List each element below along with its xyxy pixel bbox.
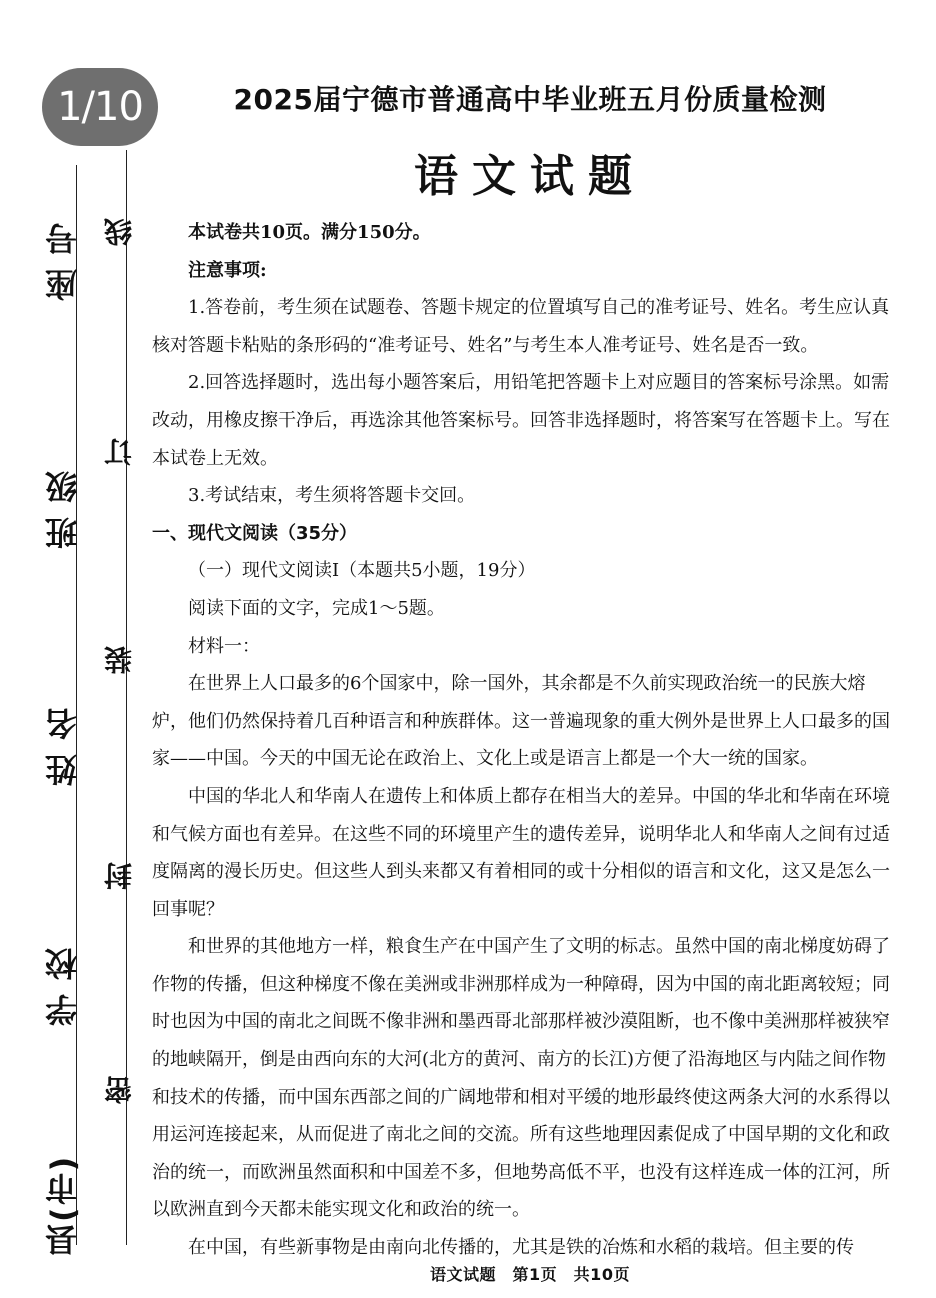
binding-mark-feng: 封 — [103, 862, 136, 890]
notice-item: 1.答卷前，考生须在试题卷、答题卡规定的位置填写自己的准考证号、姓名。考生应认真核对答题卡粘贴的条形码的“准考证号、姓名”与考生本人准考证号、姓名是否一致。 — [152, 297, 890, 356]
page-footer: 语文试题 第1页 共10页 — [430, 1265, 630, 1284]
material-paragraph: 和世界的其他地方一样，粮食生产在中国产生了文明的标志。虽然中国的南北梯度妨碍了作物的传播，但这种梯度不像在美洲或非洲那样成为一种障碍，因为中国的南北距离较短；同时也因为中国的南北之间既不像非洲和墨西哥北部那样被沙漠阻断，也不像中美洲那样被狭窄的地峡隔开，倒是由西向东的大河(北方的黄河、南方的长江)方便了沿海地区与内陆之间作物和技术的传播，而中国东西部之间的广阔地带和相对平缓的地形最终使这两条大河的水系得以用运河连接起来，从而促进了南北之间的交流。所有这些地理因素促成了中国早期的文化和政治的统一，而欧洲虽然面积和中国差不多，但地势高低不平，也没有这样连成一体的江河，所以欧洲直到今天都未能实现文化和政治的统一。 — [152, 936, 890, 1221]
exam-summary: 本试卷共10页。满分150分。 — [188, 222, 431, 243]
subject-title: 语文试题 — [414, 151, 646, 202]
exam-content — [152, 214, 900, 1267]
notice-item: 2.回答选择题时，选出每小题答案后，用铅笔把答题卡上对应题目的答案标号涂黑。如需改动，用橡皮擦干净后，再选涂其他答案标号。回答非选择题时，将答案写在答题卡上。写在本试卷上无效。 — [152, 372, 890, 469]
section-subheading: （一）现代文阅读Ⅰ（本题共5小题，19分） — [188, 560, 536, 582]
notice-heading: 注意事项: — [188, 259, 267, 281]
page-indicator-badge: 1/10 — [42, 68, 158, 146]
material-label: 材料一： — [188, 635, 260, 657]
material-paragraph: 在世界上人口最多的6个国家中，除一国外，其余都是不久前实现政治统一的民族大熔炉，他们仍然保持着几百种语言和种族群体。这一普遍现象的重大例外是世界上人口最多的国家——中国。今天的中国无论在政治上、文化上或是语言上都是一个大一统的国家。 — [152, 673, 890, 770]
seat-number-label: 座号 — [44, 209, 82, 301]
notice-item: 3.考试结束，考生须将答题卡交回。 — [188, 485, 476, 507]
binding-mark-xian: 线 — [103, 218, 136, 246]
material-paragraph: 在中国，有些新事物是由南向北传播的，尤其是铁的冶炼和水稻的栽培。但主要的传 — [188, 1237, 854, 1259]
section-heading: 一、现代文阅读（35分） — [152, 522, 358, 544]
reading-instruction: 阅读下面的文字，完成1～5题。 — [188, 597, 445, 619]
binding-mark-zhuang: 装 — [103, 646, 136, 674]
material-paragraph: 中国的华北人和华南人在遗传上和体质上都存在相当大的差异。中国的华北和华南在环境和气候方面也有差异。在这些不同的环境里产生的遗传差异，说明华北人和华南人之间有过适度隔离的漫长历史。但这些人到头来都又有着相同的或十分相似的语言和文化，这又是怎么一回事呢？ — [152, 785, 890, 920]
exam-title: 2025届宁德市普通高中毕业班五月份质量检测 — [233, 83, 827, 116]
name-label: 姓名 — [44, 694, 82, 786]
school-label: 学校 — [44, 934, 82, 1026]
class-label: 班级 — [44, 457, 82, 549]
binding-mark-ding: 订 — [103, 438, 136, 466]
binding-mark-mi: 密 — [103, 1076, 136, 1104]
county-city-label: 县(市) — [44, 1154, 82, 1256]
